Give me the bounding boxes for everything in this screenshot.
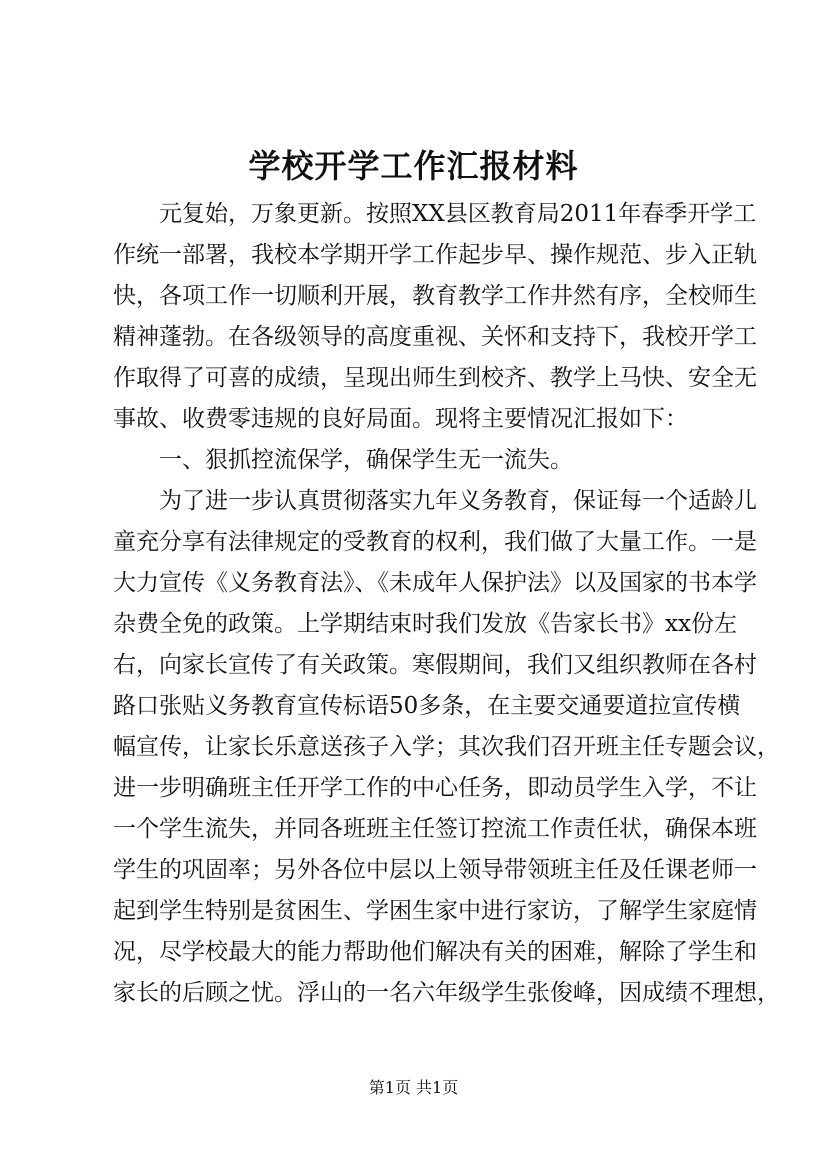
paragraph-line: 作取得了可喜的成绩，呈现出师生到校齐、教学上马快、安全无 — [113, 365, 757, 391]
paragraph-line: 右，向家长宣传了有关政策。寒假期间，我们又组织教师在各村 — [113, 652, 757, 678]
document-title: 学校开学工作汇报材料 — [248, 147, 579, 185]
paragraph-line: 况，尽学校最大的能力帮助他们解决有关的困难，解除了学生和 — [113, 939, 757, 965]
section-heading: 一、狠抓控流保学，确保学生无一流失。 — [113, 447, 573, 473]
paragraph-line: 学生的巩固率；另外各位中层以上领导带领班主任及任课老师一 — [113, 857, 757, 883]
paragraph-line: 为了进一步认真贯彻落实九年义务教育，保证每一个适龄儿 — [113, 488, 757, 514]
paragraph-line: 杂费全免的政策。上学期结束时我们发放《告家长书》xx份左 — [113, 611, 737, 637]
paragraph-line: 路口张贴义务教育宣传标语50多条，在主要交通要道拉宣传横 — [113, 693, 741, 719]
paragraph-line: 童充分享有法律规定的受教育的权利，我们做了大量工作。一是 — [113, 529, 757, 555]
paragraph-line: 进一步明确班主任开学工作的中心任务，即动员学生入学，不让 — [113, 775, 757, 801]
paragraph-line: 快，各项工作一切顺利开展，教育教学工作井然有序，全校师生 — [113, 283, 757, 309]
paragraph-line: 家长的后顾之忧。浮山的一名六年级学生张俊峰，因成绩不理想， — [113, 980, 780, 1006]
paragraph-line: 幅宣传，让家长乐意送孩子入学；其次我们召开班主任专题会议， — [113, 734, 780, 760]
paragraph-line: 起到学生特别是贫困生、学困生家中进行家访，了解学生家庭情 — [113, 898, 757, 924]
paragraph-line: 事故、收费零违规的良好局面。现将主要情况汇报如下： — [113, 406, 688, 432]
paragraph-line: 大力宣传《义务教育法》、《未成年人保护法》以及国家的书本学 — [113, 570, 757, 596]
paragraph-line: 精神蓬勃。在各级领导的高度重视、关怀和支持下，我校开学工 — [113, 324, 757, 350]
page-number-footer: 第1页 共1页 — [368, 1078, 459, 1097]
paragraph-line: 一个学生流失，并同各班班主任签订控流工作责任状，确保本班 — [113, 816, 757, 842]
paragraph-line: 元复始，万象更新。按照XX县区教育局2011年春季开学工 — [113, 201, 757, 227]
paragraph-line: 作统一部署，我校本学期开学工作起步早、操作规范、步入正轨 — [113, 242, 757, 268]
